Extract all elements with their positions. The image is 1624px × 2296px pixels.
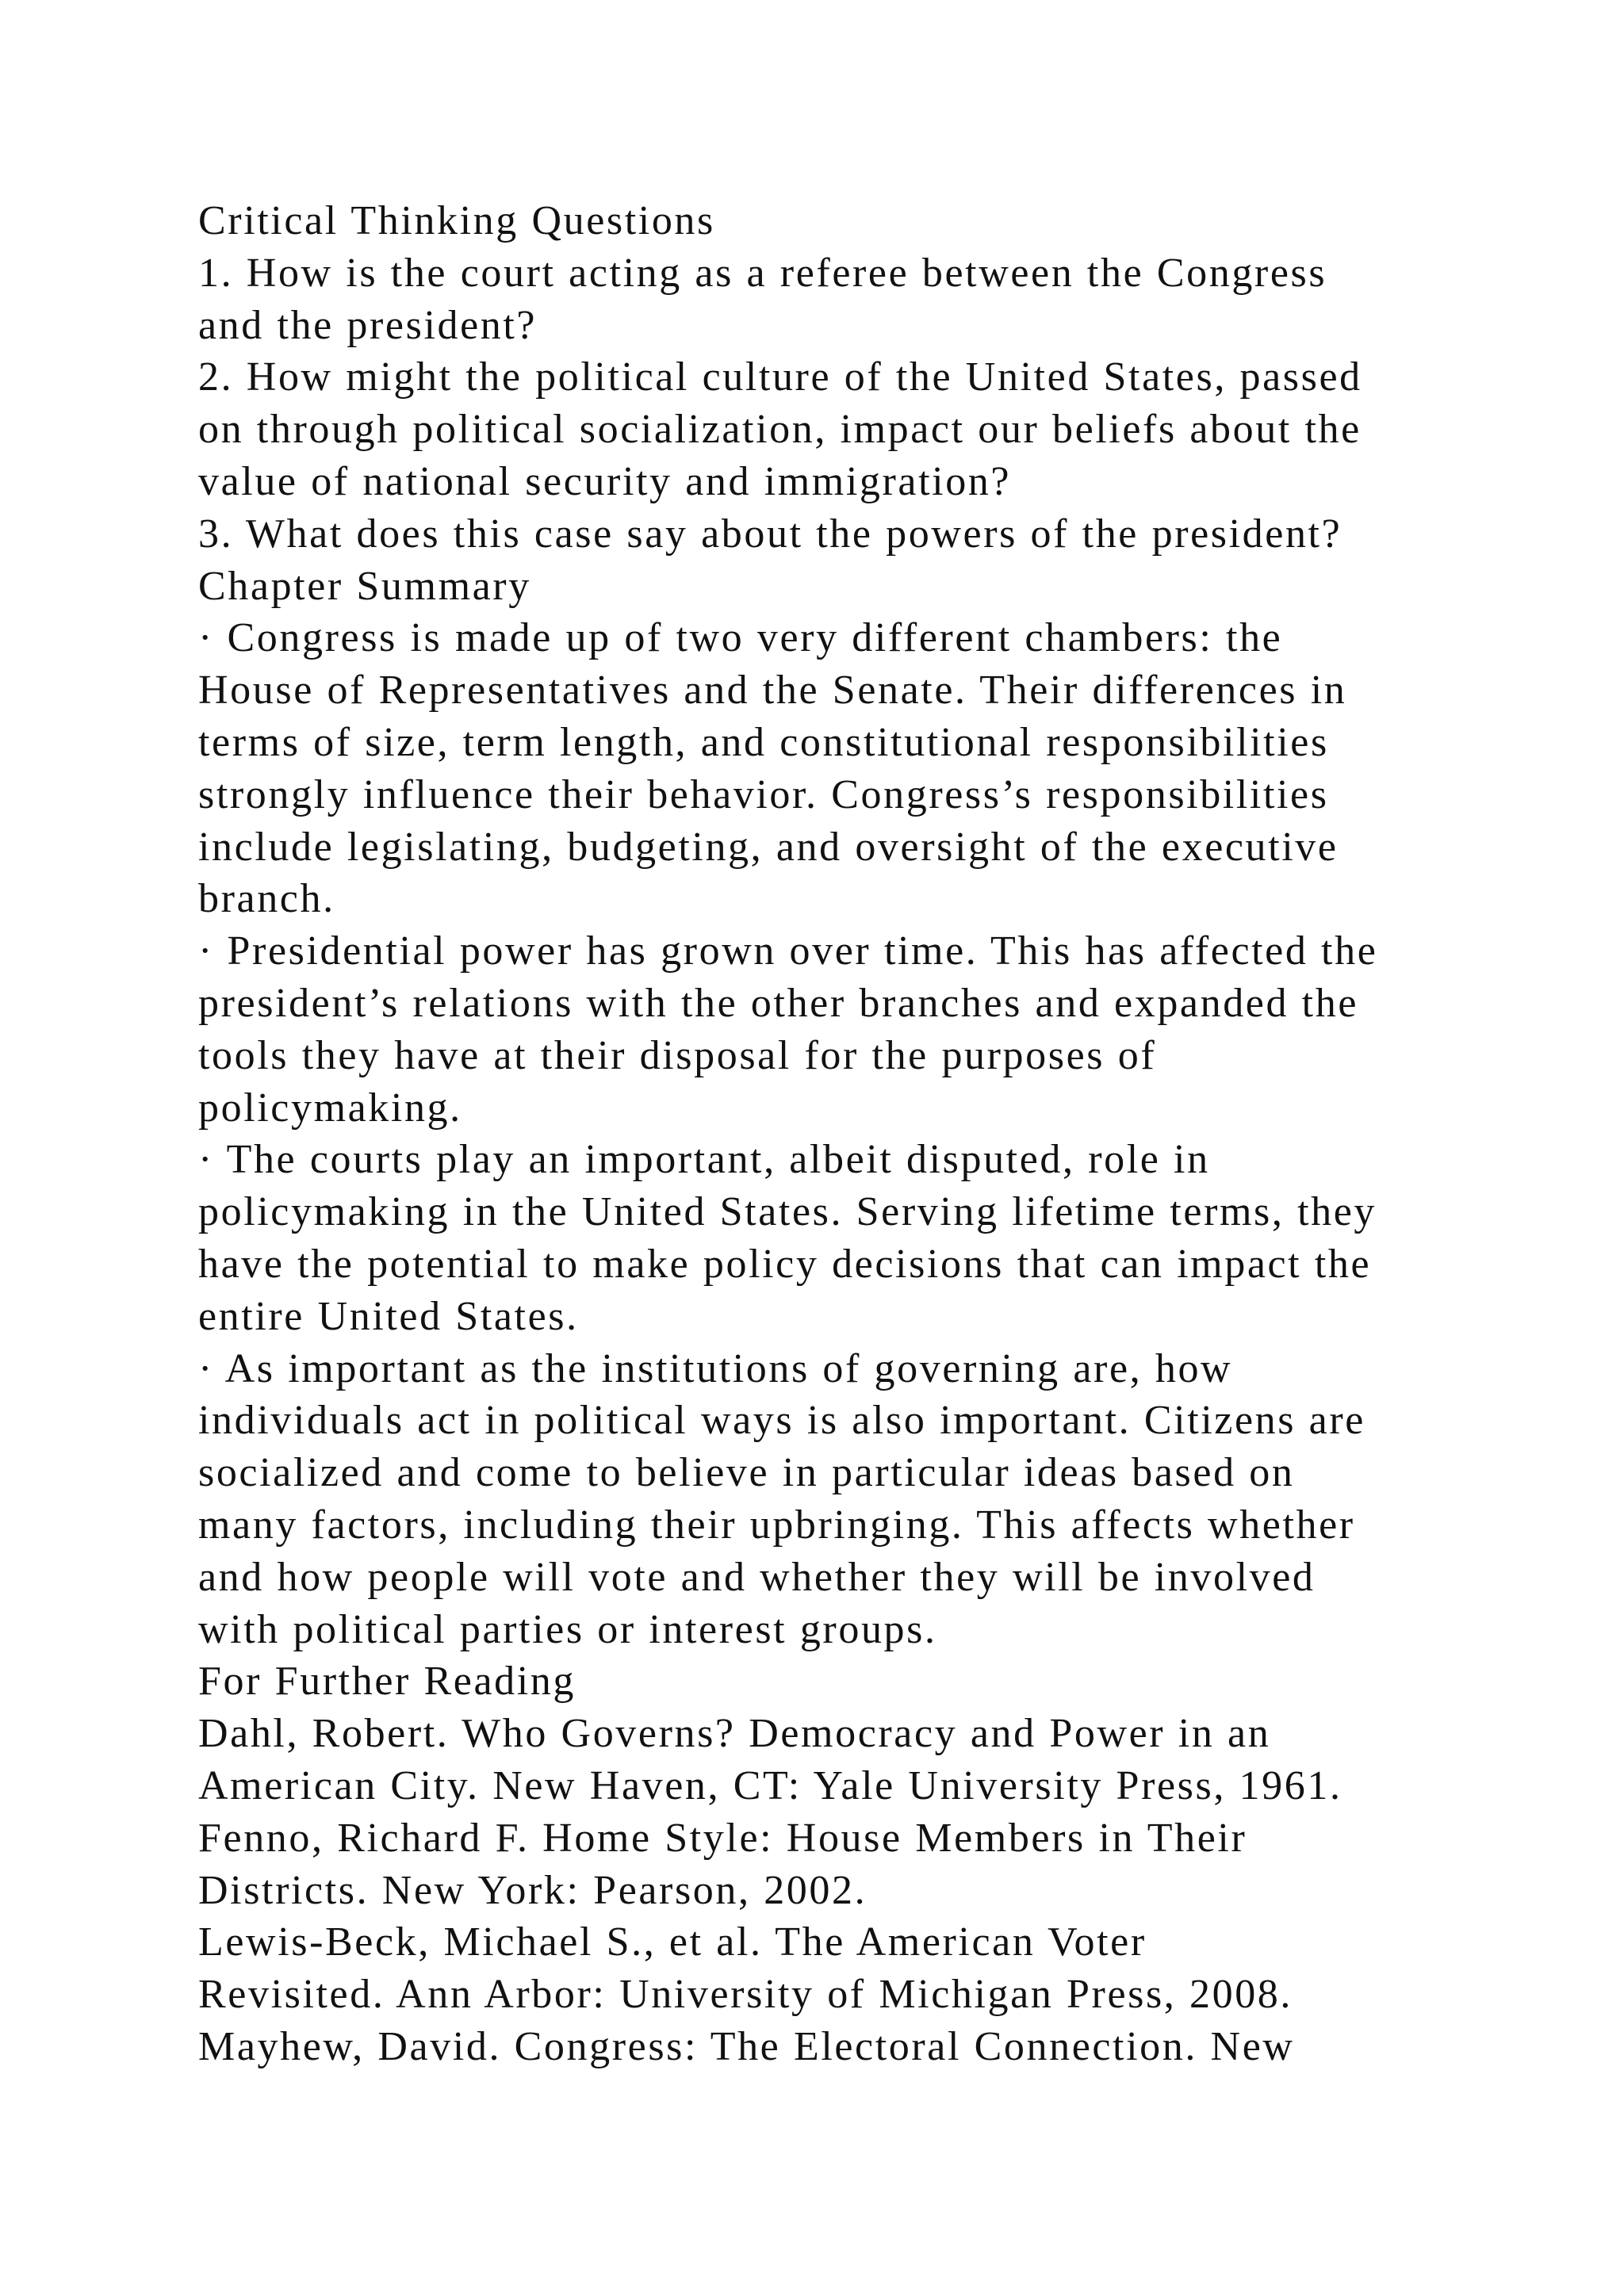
text-line: House of Representatives and the Senate. Their differences in — [198, 668, 1347, 714]
document-text — [198, 195, 1546, 2073]
text-line: branch. — [198, 876, 335, 922]
text-line: value of national security and immigration? — [198, 458, 1012, 504]
text-line: and how people will vote and whether they will be involved — [198, 1554, 1316, 1600]
text-line: include legislating, budgeting, and oversight of the executive — [198, 824, 1339, 870]
text-line: president’s relations with the other branches and expanded the — [198, 980, 1359, 1026]
heading-for-further-reading: For Further Reading — [198, 1659, 576, 1705]
text-line: policymaking. — [198, 1085, 462, 1131]
heading-chapter-summary: Chapter Summary — [198, 563, 531, 609]
text-line: · Presidential power has grown over time. This has affected the — [198, 928, 1378, 974]
text-line: individuals act in political ways is also important. Citizens are — [198, 1398, 1365, 1444]
reference-line: Dahl, Robert. Who Governs? Democracy and Power in an — [198, 1711, 1271, 1757]
text-line: · As important as the institutions of governing are, how — [198, 1345, 1233, 1391]
text-line: with political parties or interest groups. — [198, 1606, 937, 1652]
heading-critical-thinking-questions: Critical Thinking Questions — [198, 198, 715, 243]
text-line: 1. How is the court acting as a referee between the Congress — [198, 250, 1327, 296]
reference-line: Fenno, Richard F. Home Style: House Members in Their — [198, 1815, 1247, 1861]
text-line: entire United States. — [198, 1293, 579, 1339]
reference-line: Mayhew, David. Congress: The Electoral Connection. New — [198, 2023, 1295, 2069]
text-line: strongly influence their behavior. Congress’s responsibilities — [198, 771, 1329, 817]
text-line: terms of size, term length, and constitutional responsibilities — [198, 719, 1329, 765]
reference-line: Revisited. Ann Arbor: University of Michigan Press, 2008. — [198, 1972, 1293, 2018]
text-line: and the president? — [198, 302, 538, 348]
text-line: · Congress is made up of two very different chambers: the — [198, 615, 1283, 661]
text-line: 2. How might the political culture of the United States, passed — [198, 354, 1362, 400]
reference-line: American City. New Haven, CT: Yale University Press, 1961. — [198, 1762, 1342, 1808]
text-line: 3. What does this case say about the powers of the president? — [198, 511, 1342, 557]
reference-line: Lewis-Beck, Michael S., et al. The American Voter — [198, 1919, 1147, 1965]
text-line: tools they have at their disposal for the purposes of — [198, 1032, 1157, 1078]
text-line: · The courts play an important, albeit disputed, role in — [198, 1137, 1210, 1183]
text-line: policymaking in the United States. Serving lifetime terms, they — [198, 1189, 1377, 1235]
text-line: have the potential to make policy decisions that can impact the — [198, 1241, 1372, 1287]
text-line: socialized and come to believe in particular ideas based on — [198, 1450, 1295, 1496]
text-line: many factors, including their upbringing. This affects whether — [198, 1502, 1355, 1548]
reference-line: Districts. New York: Pearson, 2002. — [198, 1867, 868, 1913]
text-line: on through political socialization, impact our beliefs about the — [198, 407, 1362, 453]
